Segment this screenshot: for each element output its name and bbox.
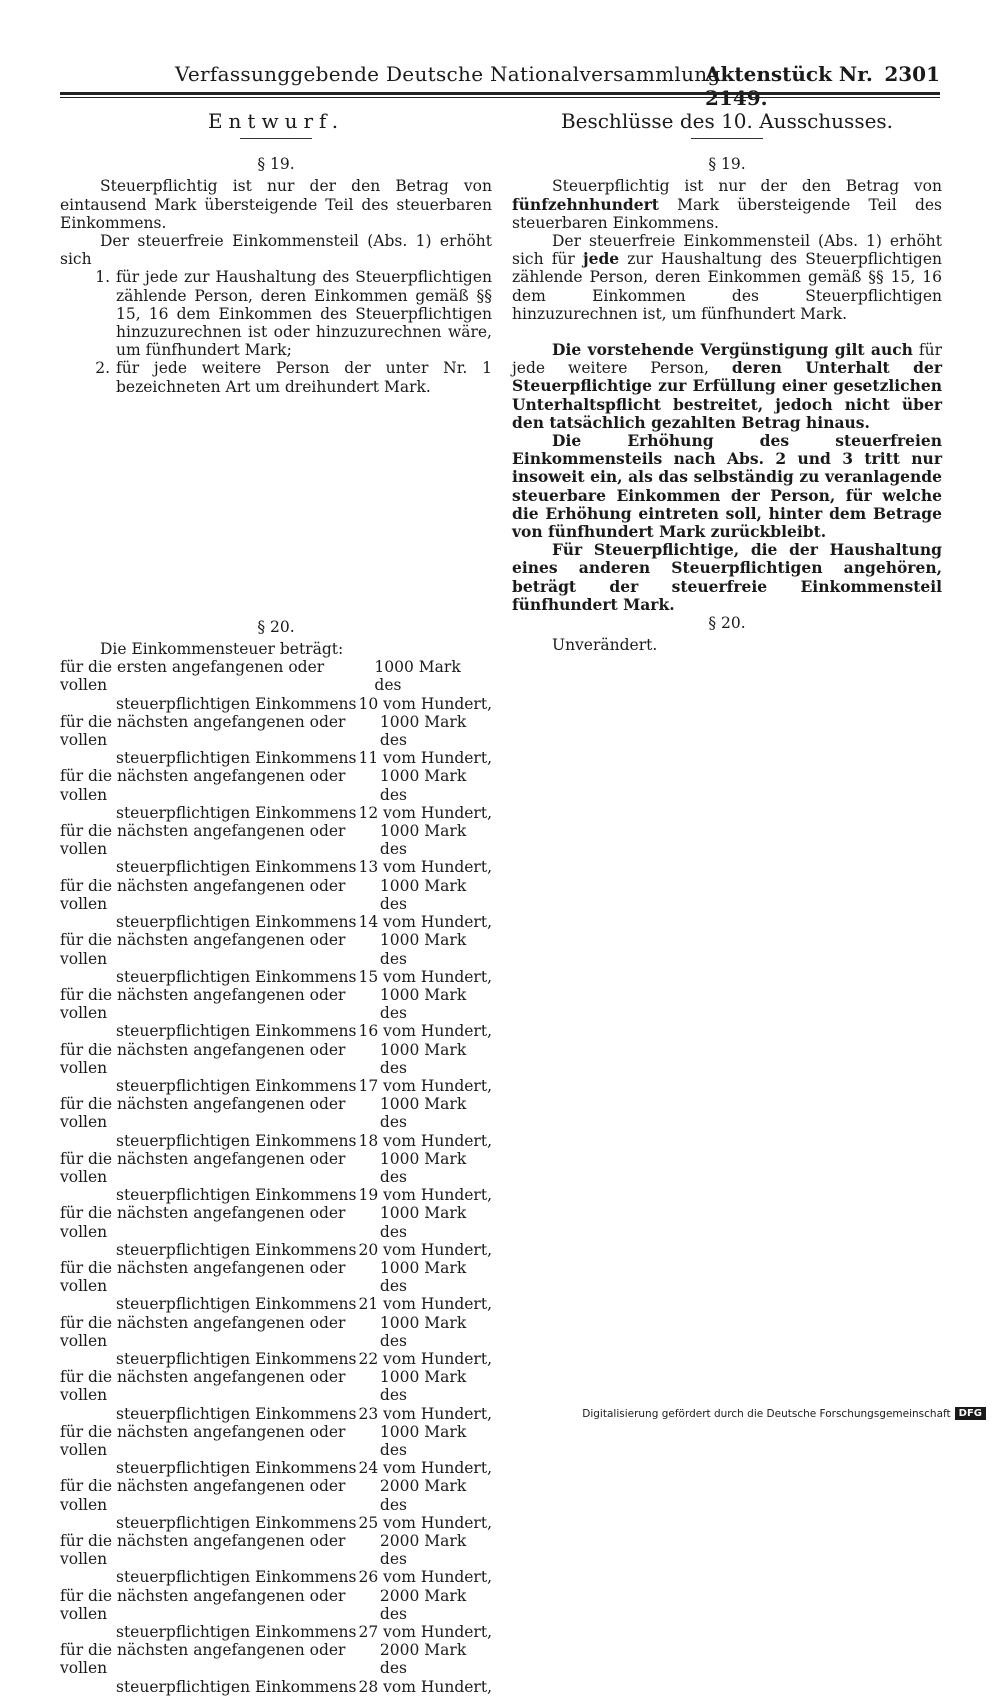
rate-line-text: steuerpflichtigen Einkommens xyxy=(116,1131,357,1150)
tax-rate-row xyxy=(60,1041,492,1096)
rate-line-text: für die nächsten angefangenen oder vollen xyxy=(60,1313,346,1350)
rate-line-text: steuerpflichtigen Einkommens xyxy=(116,1240,357,1259)
page-header xyxy=(60,62,940,110)
rate-amount: 1000 Mark des xyxy=(379,712,467,750)
right-heading: Beschlüsse des 10. Ausschusses. xyxy=(560,109,894,133)
rate-percent: 20 vom Hundert, xyxy=(358,1240,492,1259)
left-s20-title: § 20. xyxy=(257,617,295,636)
rate-percent: 13 vom Hundert, xyxy=(358,858,492,877)
rate-line-text: steuerpflichtigen Einkommens xyxy=(116,1677,357,1696)
rate-line-text: steuerpflichtigen Einkommens xyxy=(116,1623,357,1642)
right-column xyxy=(512,109,942,655)
bold-text: fünfzehnhundert xyxy=(512,194,659,214)
right-s19-p3 xyxy=(512,341,942,432)
rate-percent: 22 vom Hundert, xyxy=(358,1349,492,1368)
rate-line-text: für die nächsten angefangenen oder vollen xyxy=(60,1258,346,1296)
header-aktenstueck: Aktenstück Nr. 2149. xyxy=(705,62,873,110)
item-number: 2. xyxy=(95,359,110,378)
left-heading-rule xyxy=(240,138,312,139)
rate-amount: 1000 Mark des xyxy=(379,985,467,1023)
rate-percent: 27 vom Hundert, xyxy=(358,1623,492,1642)
rate-amount: 1000 Mark des xyxy=(374,658,461,695)
rate-line-text: steuerpflichtigen Einkommens xyxy=(116,1349,357,1368)
rate-percent: 19 vom Hundert, xyxy=(358,1186,492,1205)
left-column xyxy=(60,109,492,1696)
left-s19-item1 xyxy=(60,268,492,359)
tax-rate-row xyxy=(60,1150,492,1205)
right-heading-rule xyxy=(691,138,763,139)
rate-percent: 28 vom Hundert, xyxy=(358,1677,492,1696)
tax-rate-row xyxy=(60,1204,492,1259)
tax-rate-row xyxy=(60,658,492,713)
tax-rate-row xyxy=(60,986,492,1041)
right-s19-p4: Die Erhöhung des steuerfreien Einkommensteils nach Abs. 2 und 3 tritt nur insoweit ein, als das selbständig zu veranlagende steuerbare Einkommen der Person, für welche die Erhöhung eintreten soll, hinter dem Betrage von fünfhundert Mark zurückbleibt. xyxy=(512,431,942,542)
credit-text: Digitalisierung gefördert durch die Deutsche Forschungsgemeinschaft xyxy=(582,1407,951,1420)
bold-text: jede xyxy=(582,249,620,269)
right-s20-title: § 20. xyxy=(708,614,746,633)
bold-text: Die vorstehende Vergünstigung gilt auch xyxy=(552,340,913,360)
rate-amount: 2000 Mark des xyxy=(379,1641,467,1678)
rate-line-text: für die nächsten angefangenen oder vollen xyxy=(60,876,346,913)
rate-percent: 10 vom Hundert, xyxy=(358,694,492,713)
tax-rate-row xyxy=(60,1532,492,1587)
tax-rate-row xyxy=(60,1641,492,1696)
text: Steuerpflichtig ist nur der den Betrag von xyxy=(552,177,942,196)
rate-line-text: für die nächsten angefangenen oder vollen xyxy=(60,767,346,804)
rate-amount: 1000 Mark des xyxy=(379,1258,467,1296)
rate-percent: 11 vom Hundert, xyxy=(358,749,492,768)
tax-rate-row xyxy=(60,1368,492,1423)
header-rule-thin xyxy=(60,97,940,98)
rate-line-text: steuerpflichtigen Einkommens xyxy=(116,1513,357,1532)
text: für jede weitere Person, xyxy=(512,341,942,378)
rate-line-text: steuerpflichtigen Einkommens xyxy=(116,913,357,932)
digitization-credit xyxy=(582,1407,986,1420)
left-s19-title: § 19. xyxy=(257,155,295,174)
rate-percent: 12 vom Hundert, xyxy=(358,803,492,822)
text: zur Haushaltung des Steuerpflichtigen zählende Person, deren Einkommen gemäß §§ 15, 16 dem Einkommen des Steuerpflichtigen hinzuzurechnen ist, um fünfhundert Mark. xyxy=(512,250,942,323)
rate-amount: 2000 Mark des xyxy=(379,1477,467,1514)
rate-percent: 16 vom Hundert, xyxy=(358,1022,492,1041)
rate-amount: 1000 Mark des xyxy=(379,1095,467,1132)
rate-percent: 23 vom Hundert, xyxy=(358,1404,492,1423)
rate-amount: 1000 Mark des xyxy=(379,1040,467,1077)
tax-rate-row xyxy=(60,1477,492,1532)
right-s19-p2 xyxy=(512,232,942,323)
rate-line-text: steuerpflichtigen Einkommens xyxy=(116,967,357,986)
item-number: 1. xyxy=(95,268,110,287)
tax-rate-row xyxy=(60,713,492,768)
rate-line-text: für die nächsten angefangenen oder vollen xyxy=(60,1204,346,1241)
rate-percent: 26 vom Hundert, xyxy=(358,1568,492,1587)
tax-rate-row xyxy=(60,877,492,932)
rate-amount: 1000 Mark des xyxy=(379,767,467,804)
rate-line-text: steuerpflichtigen Einkommens xyxy=(116,858,357,877)
rate-line-text: für die nächsten angefangenen oder vollen xyxy=(60,1149,346,1186)
right-s20-text: Unverändert. xyxy=(552,636,658,655)
tax-rate-row xyxy=(60,822,492,877)
item-text: für jede zur Haushaltung des Steuerpflichtigen zählende Person, deren Einkommen gemäß §§ 15, 16 dem Einkommen des Steuerpflichtigen hinzuzurechnen ist oder hinzuzurechnen wäre, um fünfhundert Mark; xyxy=(116,268,492,360)
rate-line-text: steuerpflichtigen Einkommens xyxy=(116,694,357,713)
rate-amount: 2000 Mark des xyxy=(379,1586,467,1623)
rate-percent: 21 vom Hundert, xyxy=(358,1295,492,1314)
header-title: Verfassunggebende Deutsche Nationalversammlung. xyxy=(175,62,728,86)
rate-line-text: für die nächsten angefangenen oder vollen xyxy=(60,1368,346,1405)
rate-percent: 17 vom Hundert, xyxy=(358,1076,492,1095)
rate-line-text: für die nächsten angefangenen oder vollen xyxy=(60,1586,346,1623)
rate-line-text: steuerpflichtigen Einkommens xyxy=(116,1076,357,1095)
tax-rate-row xyxy=(60,1314,492,1369)
right-s19-title: § 19. xyxy=(708,155,746,174)
right-s19-p5: Für Steuerpflichtige, die der Haushaltung eines anderen Steuerpflichtigen angehören, beträgt der steuerfreie Einkommensteil fünfhundert Mark. xyxy=(512,540,942,614)
rate-percent: 14 vom Hundert, xyxy=(358,913,492,932)
rate-percent: 15 vom Hundert, xyxy=(358,967,492,986)
rate-line-text: steuerpflichtigen Einkommens xyxy=(116,1186,357,1205)
rate-line-text: für die nächsten angefangenen oder vollen xyxy=(60,931,346,968)
rate-percent: 24 vom Hundert, xyxy=(358,1459,492,1478)
rate-line-text: steuerpflichtigen Einkommens xyxy=(116,1568,357,1587)
rate-line-text: für die nächsten angefangenen oder vollen xyxy=(60,1532,346,1569)
rate-line-text: für die nächsten angefangenen oder vollen xyxy=(60,712,346,750)
header-rule xyxy=(60,92,940,95)
bold-text: deren Unterhalt der Steuerpflichtige zur Erfüllung einer gesetzlichen Unterhaltspflicht bestreitet, jedoch nicht über den tatsächlich gezahlten Betrag hinaus. xyxy=(512,358,942,432)
rate-amount: 1000 Mark des xyxy=(379,1149,467,1186)
item-text: für jede weitere Person der unter Nr. 1 bezeichneten Art um dreihundert Mark. xyxy=(116,359,492,396)
tax-rate-row xyxy=(60,1587,492,1642)
rate-line-text: für die nächsten angefangenen oder vollen xyxy=(60,1477,346,1514)
tax-rate-row xyxy=(60,1423,492,1478)
rate-amount: 1000 Mark des xyxy=(379,1422,467,1459)
tax-rate-row xyxy=(60,931,492,986)
rate-line-text: steuerpflichtigen Einkommens xyxy=(116,749,357,768)
left-s20-intro: Die Einkommensteuer beträgt: xyxy=(100,640,344,659)
rate-amount: 2000 Mark des xyxy=(379,1532,467,1569)
rate-line-text: für die ersten angefangenen oder vollen xyxy=(60,658,325,695)
left-s19-p2: Der steuerfreie Einkommensteil (Abs. 1) erhöht sich xyxy=(60,232,492,269)
left-heading: Entwurf. xyxy=(207,109,345,133)
rate-amount: 1000 Mark des xyxy=(379,1313,467,1350)
page-number: 2301 xyxy=(884,62,940,86)
text: Der steuerfreie Einkommensteil (Abs. 1) erhöht sich für xyxy=(512,232,942,269)
rate-line-text: für die nächsten angefangenen oder vollen xyxy=(60,1040,346,1077)
rate-line-text: für die nächsten angefangenen oder vollen xyxy=(60,985,346,1023)
rate-line-text: für die nächsten angefangenen oder vollen xyxy=(60,1422,346,1459)
tax-rate-list xyxy=(60,658,492,1696)
left-s19-p1: Steuerpflichtig ist nur der den Betrag von eintausend Mark übersteigende Teil des steuerbaren Einkommens. xyxy=(60,177,492,232)
text: Mark übersteigende Teil des steuerbaren Einkommens. xyxy=(512,195,942,232)
tax-rate-row xyxy=(60,1095,492,1150)
rate-line-text: steuerpflichtigen Einkommens xyxy=(116,1022,357,1041)
tax-rate-row xyxy=(60,1259,492,1314)
rate-percent: 25 vom Hundert, xyxy=(358,1513,492,1532)
rate-amount: 1000 Mark des xyxy=(379,876,467,913)
rate-line-text: steuerpflichtigen Einkommens xyxy=(116,803,357,822)
rate-line-text: steuerpflichtigen Einkommens xyxy=(116,1295,357,1314)
right-s19-p1 xyxy=(512,177,942,232)
rate-percent: 18 vom Hundert, xyxy=(358,1131,492,1150)
rate-amount: 1000 Mark des xyxy=(379,1204,467,1241)
tax-rate-row xyxy=(60,767,492,822)
rate-amount: 1000 Mark des xyxy=(379,931,467,968)
rate-amount: 1000 Mark des xyxy=(379,822,467,859)
rate-line-text: für die nächsten angefangenen oder vollen xyxy=(60,1641,346,1678)
rate-amount: 1000 Mark des xyxy=(379,1368,467,1405)
rate-line-text: steuerpflichtigen Einkommens xyxy=(116,1459,357,1478)
rate-line-text: für die nächsten angefangenen oder vollen xyxy=(60,822,346,859)
left-s19-item2 xyxy=(60,359,492,395)
dfg-logo: DFG xyxy=(955,1407,986,1420)
rate-line-text: steuerpflichtigen Einkommens xyxy=(116,1404,357,1423)
rate-line-text: für die nächsten angefangenen oder vollen xyxy=(60,1095,346,1132)
